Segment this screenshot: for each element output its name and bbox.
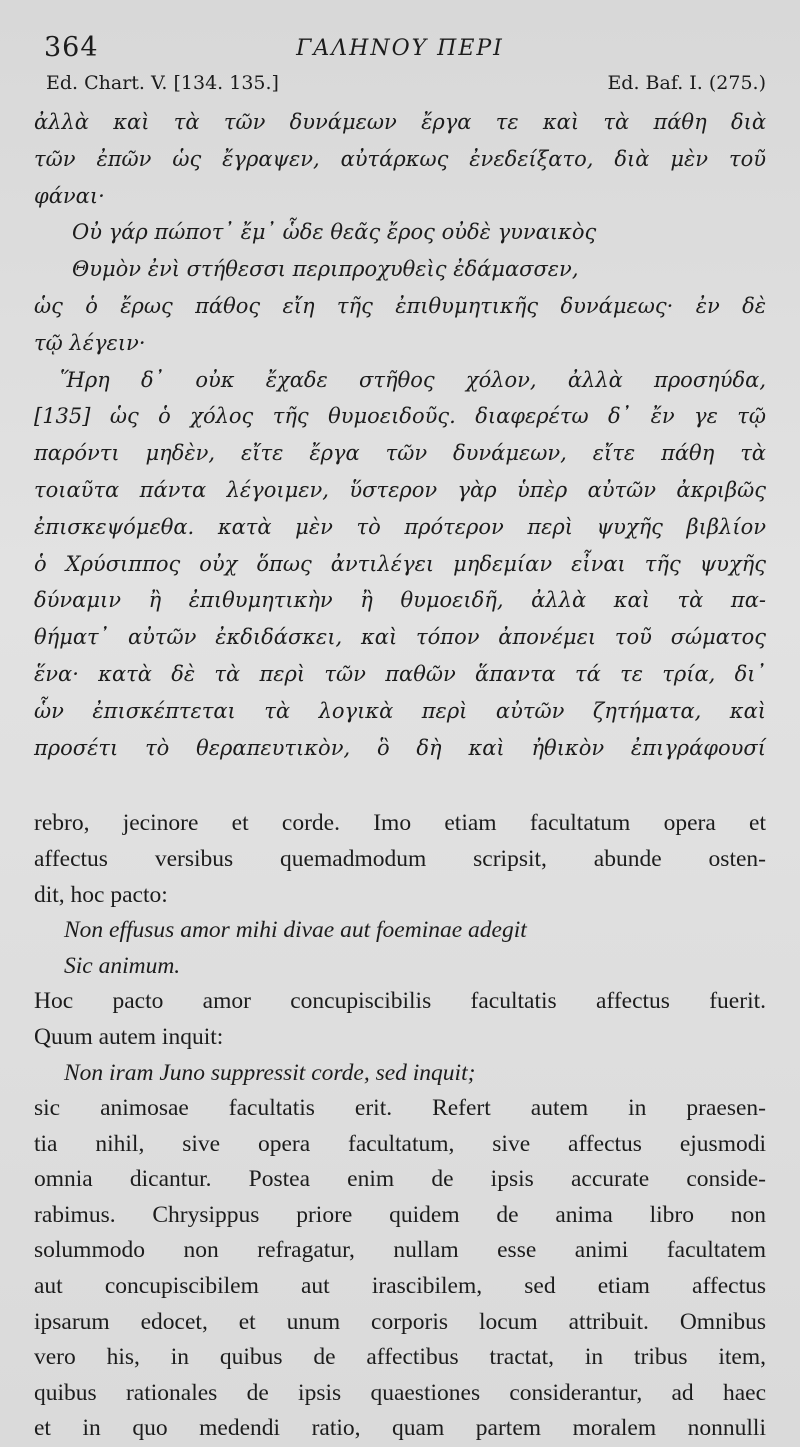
latin-line: solummodo non refragatur, nullam esse animi facultatem [34, 1237, 766, 1264]
running-head: ΓΑΛΗΝΟΥ ΠΕΡΙ [296, 36, 504, 61]
greek-line: ἕνα· κατὰ δὲ τὰ περὶ τῶν παθῶν ἅπαντα τά τε τρία, δι᾿ [34, 661, 766, 686]
latin-line: quibus rationales de ipsis quaestiones considerantur, ad haec [34, 1379, 766, 1406]
latin-line: dit, hoc pacto: [34, 881, 168, 908]
greek-line: φάναι· [34, 183, 105, 208]
latin-verse-line: Sic animum. [64, 952, 181, 979]
edition-references [34, 72, 766, 102]
latin-verse-line: Non iram Juno suppressit corde, sed inquit; [64, 1059, 476, 1086]
latin-line: ipsarum edocet, et unum corporis locum attribuit. Omnibus [34, 1308, 766, 1335]
greek-verse-line: Ἥρη δ᾿ οὐκ ἔχαδε στῆθος χόλον, ἀλλὰ προσηύδα, [60, 367, 766, 392]
greek-line: δύναμιν ἢ ἐπιθυμητικὴν ἢ θυμοειδῆ, ἀλλὰ καὶ τὰ πα- [34, 588, 766, 613]
latin-text-block [34, 806, 766, 1447]
latin-line: et in quo medendi ratio, quam partem moralem nonnulli [34, 1415, 766, 1442]
latin-line: vero his, in quibus de affectibus tractat, in tribus item, [34, 1344, 766, 1371]
edition-chart-reference: Ed. Chart. V. [134. 135.] [46, 72, 279, 94]
latin-line: sic animosae facultatis erit. Refert autem in praesen- [34, 1095, 766, 1122]
greek-line: τῶν ἐπῶν ὡς ἔγραψεν, αὐτάρκως ἐνεδείξατο, διὰ μὲν τοῦ [34, 146, 766, 171]
latin-line: omnia dicantur. Postea enim de ipsis accurate conside- [34, 1166, 766, 1193]
greek-line: ὧν ἐπισκέπτεται τὰ λογικὰ περὶ αὐτῶν ζητήματα, καὶ [34, 698, 766, 723]
greek-line: τοιαῦτα πάντα λέγοιμεν, ὕστερον γὰρ ὑπὲρ αὐτῶν ἀκριβῶς [34, 477, 766, 502]
greek-line: ὁ Χρύσιππος οὐχ ὅπως ἀντιλέγει μηδεμίαν εἶναι τῆς ψυχῆς [34, 551, 766, 576]
greek-verse-line: Οὐ γάρ πώποτ᾿ ἔμ᾿ ὧδε θεᾶς ἔρος οὐδὲ γυναικὸς [72, 220, 597, 245]
latin-line: affectus versibus quemadmodum scripsit, abunde osten- [34, 845, 766, 872]
latin-line: rebro, jecinore et corde. Imo etiam facultatum opera et [34, 810, 766, 837]
latin-line: rabimus. Chrysippus priore quidem de anima libro non [34, 1201, 766, 1228]
greek-line: ἀλλὰ καὶ τὰ τῶν δυνάμεων ἔργα τε καὶ τὰ πάθη διὰ [34, 110, 766, 134]
latin-line: tia nihil, sive opera facultatum, sive affectus ejusmodi [34, 1130, 766, 1157]
greek-line: τῷ λέγειν· [34, 330, 146, 355]
page-header [34, 32, 766, 72]
column-gap [34, 766, 766, 806]
greek-line: θήματ᾿ αὐτῶν ἐκδιδάσκει, καὶ τόπον ἀπονέμει τοῦ σώματος [34, 625, 766, 650]
latin-line: Quum autem inquit: [34, 1023, 224, 1050]
latin-line: aut concupiscibilem aut irascibilem, sed etiam affectus [34, 1273, 766, 1300]
greek-line: [135] ὡς ὁ χόλος τῆς θυμοειδοῦς. διαφερέτω δ᾿ ἔν γε τῷ [34, 404, 766, 429]
page-number: 364 [44, 32, 99, 63]
edition-basel-reference: Ed. Baf. I. (275.) [607, 72, 766, 94]
greek-line: παρόντι μηδὲν, εἴτε ἔργα τῶν δυνάμεων, εἴτε πάθη τὰ [34, 441, 766, 466]
greek-text-block [34, 104, 766, 766]
greek-line: ἐπισκεψόμεθα. κατὰ μὲν τὸ πρότερον περὶ ψυχῆς βιβλίον [34, 514, 766, 539]
latin-verse-line: Non effusus amor mihi divae aut foeminae adegit [64, 917, 527, 944]
greek-line: ὡς ὁ ἔρως πάθος εἴη τῆς ἐπιθυμητικῆς δυνάμεως· ἐν δὲ [34, 293, 766, 318]
latin-line: Hoc pacto amor concupiscibilis facultatis affectus fuerit. [34, 988, 766, 1015]
greek-line: προσέτι τὸ θεραπευτικὸν, ὃ δὴ καὶ ἠθικὸν ἐπιγράφουσί [34, 735, 766, 760]
greek-verse-line: Θυμὸν ἐνὶ στήθεσσι περιπροχυθεὶς ἐδάμασσεν, [72, 257, 579, 282]
